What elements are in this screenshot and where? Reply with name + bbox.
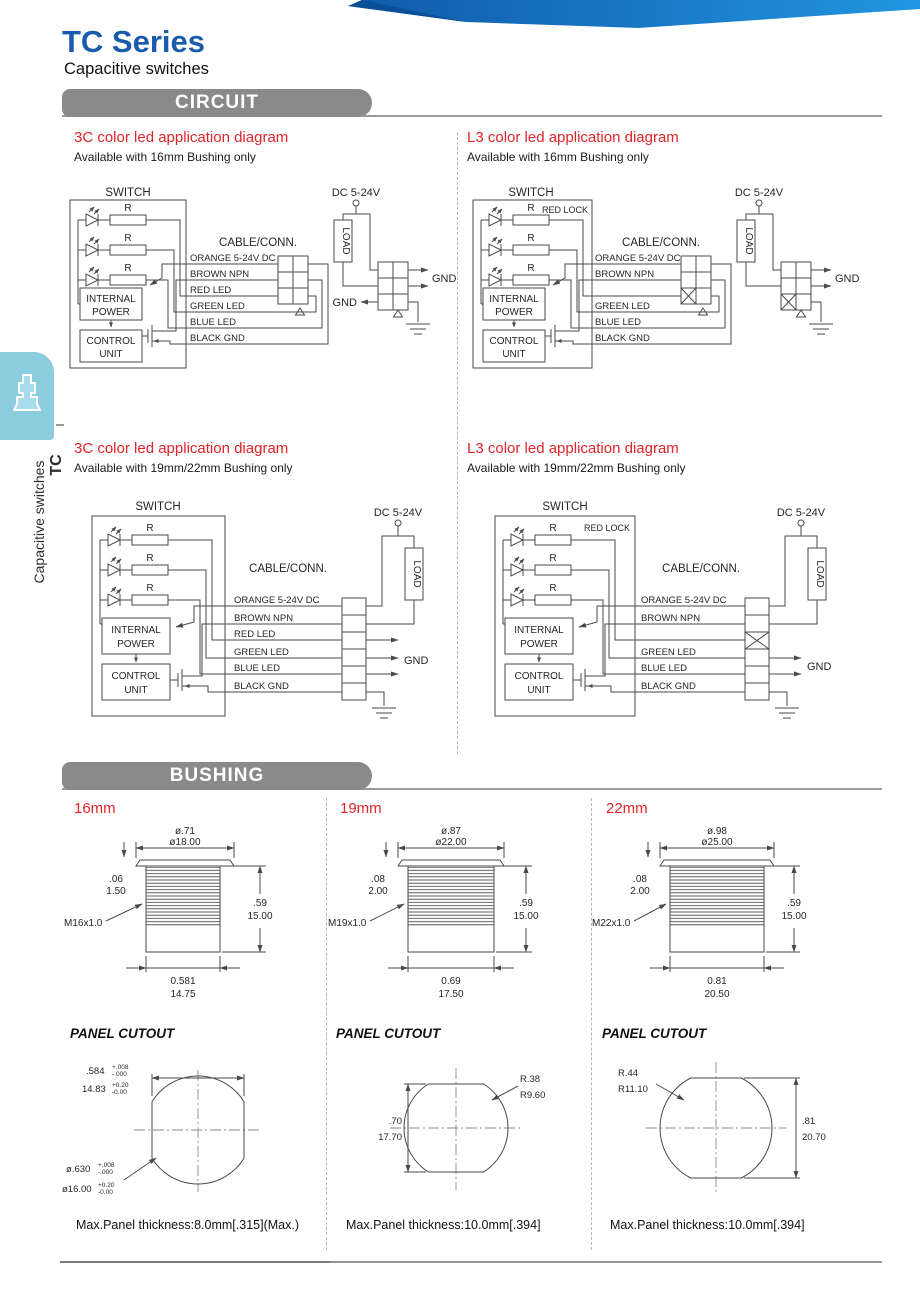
diagram-1-title: 3C color led application diagram bbox=[74, 129, 289, 146]
diagram-3-subtitle: Available with 19mm/22mm Bushing only bbox=[74, 461, 293, 475]
internal-power-label: POWER bbox=[520, 639, 558, 650]
resistor-label: R bbox=[146, 523, 154, 534]
page-title: TC Series bbox=[62, 24, 206, 59]
bushing-drawing-16mm bbox=[60, 824, 310, 1002]
panel-cutout-22mm bbox=[592, 1042, 842, 1212]
cut-width-mm: 14.83 bbox=[82, 1084, 106, 1095]
wire-green-label: GREEN LED bbox=[234, 647, 289, 658]
wire-black-label: BLACK GND bbox=[641, 681, 696, 692]
bushing-section-tab: BUSHING bbox=[62, 762, 372, 790]
circuit-diagram-3c-16mm bbox=[62, 168, 457, 433]
load-label: LOAD bbox=[743, 227, 754, 255]
dim-bottom-inch: 0.581 bbox=[170, 976, 196, 987]
banner-graphic bbox=[348, 0, 920, 30]
wire-red-label: RED LED bbox=[190, 285, 232, 296]
terminal-strip bbox=[745, 598, 769, 700]
control-unit-label: UNIT bbox=[99, 349, 123, 360]
wire-orange-label: ORANGE 5-24V DC bbox=[234, 595, 320, 606]
load-label: LOAD bbox=[340, 227, 351, 255]
wire-green-label: GREEN LED bbox=[595, 301, 650, 312]
dim-cap-mm: 2.00 bbox=[630, 886, 650, 897]
cut-radius-mm: R11.10 bbox=[618, 1084, 648, 1095]
connector-block bbox=[278, 256, 308, 315]
cut-width-inch: .584 bbox=[86, 1066, 105, 1077]
dim-height-mm: 15.00 bbox=[513, 911, 539, 922]
cut-dia-mm: ø16.00 bbox=[62, 1184, 92, 1195]
dim-bottom-mm: 20.50 bbox=[704, 989, 730, 1000]
red-lock-label: RED LOCK bbox=[583, 523, 630, 533]
cut-height-inch: .81 bbox=[802, 1116, 816, 1127]
cut-radius-inch: R.44 bbox=[618, 1068, 639, 1079]
dim-bottom-inch: 0.69 bbox=[441, 976, 461, 987]
thread-spec: M19x1.0 bbox=[328, 918, 367, 929]
circuit-diagram-l3-16mm bbox=[465, 168, 860, 433]
side-series-label: Capacitive switches bbox=[31, 460, 47, 584]
dim-bottom-mm: 17.50 bbox=[438, 989, 464, 1000]
dim-top-mm: ø25.00 bbox=[701, 837, 733, 848]
internal-power-label: INTERNAL bbox=[514, 625, 564, 636]
control-unit-label: CONTROL bbox=[514, 671, 564, 682]
cable-conn-label: CABLE/CONN. bbox=[219, 237, 297, 249]
dim-height-mm: 15.00 bbox=[247, 911, 273, 922]
resistor-label: R bbox=[124, 263, 132, 274]
diagram-4-title: L3 color led application diagram bbox=[467, 440, 679, 457]
wire-blue-label: BLUE LED bbox=[595, 317, 641, 328]
dc-label: DC 5-24V bbox=[331, 187, 381, 199]
dim-height-inch: .59 bbox=[519, 898, 533, 909]
dim-height-mm: 15.00 bbox=[781, 911, 807, 922]
control-unit-label: UNIT bbox=[502, 349, 526, 360]
cut-width-inch-tol-plus: +.008 bbox=[112, 1064, 129, 1071]
dim-cap-inch: .08 bbox=[633, 874, 647, 885]
wire-black-label: BLACK GND bbox=[190, 333, 245, 344]
max-thickness-19: Max.Panel thickness:10.0mm[.394] bbox=[346, 1218, 541, 1232]
switch-label: SWITCH bbox=[508, 187, 554, 199]
bushing-body bbox=[398, 860, 504, 952]
gnd-label: GND bbox=[835, 273, 860, 285]
wire-brown-label: BROWN NPN bbox=[234, 613, 294, 624]
bushing-19mm-label: 19mm bbox=[340, 800, 382, 817]
switch-block bbox=[495, 516, 635, 716]
dim-top-inch: ø.71 bbox=[174, 826, 196, 837]
load-label: LOAD bbox=[411, 560, 422, 588]
diagram-1-subtitle: Available with 16mm Bushing only bbox=[74, 150, 256, 164]
cut-width-mm-tol-minus: -0.00 bbox=[112, 1089, 127, 1096]
wire-brown-label: BROWN NPN bbox=[595, 269, 655, 280]
dc-label: DC 5-24V bbox=[776, 507, 826, 519]
gnd-label: GND bbox=[332, 297, 357, 309]
dim-top-inch: ø.87 bbox=[440, 826, 462, 837]
wire-blue-label: BLUE LED bbox=[234, 663, 280, 674]
bushing-22mm-label: 22mm bbox=[606, 800, 648, 817]
resistor-label: R bbox=[549, 523, 557, 534]
cut-height-mm: 17.70 bbox=[378, 1132, 402, 1143]
control-unit-label: UNIT bbox=[124, 685, 148, 696]
resistor-label: R bbox=[124, 233, 132, 244]
resistor-label: R bbox=[146, 553, 154, 564]
resistor-label: R bbox=[527, 203, 535, 214]
connector-block bbox=[681, 256, 711, 315]
switch-label: SWITCH bbox=[542, 501, 588, 513]
circuit-section-tab: CIRCUIT bbox=[62, 89, 372, 117]
internal-power-label: POWER bbox=[495, 307, 533, 318]
cut-width-mm-tol-plus: +0.20 bbox=[112, 1082, 129, 1089]
gnd-label: GND bbox=[404, 655, 429, 667]
internal-power-label: INTERNAL bbox=[111, 625, 161, 636]
cut-dia-inch-tol-minus: -.000 bbox=[98, 1169, 113, 1176]
wire-green-label: GREEN LED bbox=[641, 647, 696, 658]
control-unit-label: CONTROL bbox=[111, 671, 161, 682]
dim-cap-mm: 2.00 bbox=[368, 886, 388, 897]
power-load-circuit bbox=[737, 200, 833, 334]
internal-power-label: POWER bbox=[92, 307, 130, 318]
power-load-circuit bbox=[334, 200, 430, 334]
bushing-drawing-22mm bbox=[592, 824, 842, 1002]
dim-height-inch: .59 bbox=[787, 898, 801, 909]
resistor-label: R bbox=[549, 553, 557, 564]
power-load-circuit bbox=[769, 520, 826, 718]
dim-top-mm: ø18.00 bbox=[169, 837, 201, 848]
footer-line bbox=[330, 1261, 882, 1263]
cut-width-inch-tol-minus: -.000 bbox=[112, 1071, 127, 1078]
dim-height-inch: .59 bbox=[253, 898, 267, 909]
diagram-4-subtitle: Available with 19mm/22mm Bushing only bbox=[467, 461, 686, 475]
resistor-label: R bbox=[549, 583, 557, 594]
wire-brown-label: BROWN NPN bbox=[641, 613, 701, 624]
wire-black-label: BLACK GND bbox=[234, 681, 289, 692]
cut-radius-mm: R9.60 bbox=[520, 1090, 546, 1101]
load-label: LOAD bbox=[814, 560, 825, 588]
diagram-3-title: 3C color led application diagram bbox=[74, 440, 289, 457]
thread-spec: M16x1.0 bbox=[64, 918, 103, 929]
gnd-label: GND bbox=[432, 273, 457, 285]
dim-cap-inch: .08 bbox=[371, 874, 385, 885]
switch-label: SWITCH bbox=[105, 187, 151, 199]
max-thickness-22: Max.Panel thickness:10.0mm[.394] bbox=[610, 1218, 805, 1232]
switch-icon bbox=[10, 372, 44, 416]
diagram-2-title: L3 color led application diagram bbox=[467, 129, 679, 146]
cut-dia-inch-tol-plus: +.008 bbox=[98, 1162, 115, 1169]
panel-cutout-19mm bbox=[326, 1042, 576, 1212]
bushing-drawing-19mm bbox=[326, 824, 576, 1002]
cut-dia-inch: ø.630 bbox=[66, 1164, 91, 1175]
side-series-code: TC bbox=[48, 454, 65, 476]
wire-black-label: BLACK GND bbox=[595, 333, 650, 344]
thread-spec: M22x1.0 bbox=[592, 918, 631, 929]
wire-green-label: GREEN LED bbox=[190, 301, 245, 312]
gnd-label: GND bbox=[807, 661, 832, 673]
red-lock-label: RED LOCK bbox=[541, 205, 588, 215]
panel-cutout-title-19: PANEL CUTOUT bbox=[336, 1026, 441, 1041]
dc-label: DC 5-24V bbox=[734, 187, 784, 199]
dimension-lines bbox=[124, 1074, 244, 1180]
panel-cutout-16mm bbox=[60, 1042, 310, 1212]
wire-blue-label: BLUE LED bbox=[190, 317, 236, 328]
switch-label: SWITCH bbox=[135, 501, 181, 513]
control-unit-label: UNIT bbox=[527, 685, 551, 696]
cable-conn-label: CABLE/CONN. bbox=[622, 237, 700, 249]
wire-red-label: RED LED bbox=[234, 629, 276, 640]
wire-orange-label: ORANGE 5-24V DC bbox=[190, 253, 276, 264]
resistor-label: R bbox=[124, 203, 132, 214]
control-unit-label: CONTROL bbox=[489, 336, 539, 347]
cut-height-mm: 20.70 bbox=[802, 1132, 826, 1143]
wire-orange-label: ORANGE 5-24V DC bbox=[595, 253, 681, 264]
control-unit-label: CONTROL bbox=[86, 336, 136, 347]
dim-cap-inch: .06 bbox=[109, 874, 123, 885]
resistor-label: R bbox=[146, 583, 154, 594]
power-load-circuit bbox=[366, 520, 423, 718]
cable-conn-label: CABLE/CONN. bbox=[249, 563, 327, 575]
max-thickness-16: Max.Panel thickness:8.0mm[.315](Max.) bbox=[76, 1218, 299, 1232]
cut-dia-mm-tol-minus: -0.00 bbox=[98, 1189, 113, 1196]
resistor-label: R bbox=[527, 233, 535, 244]
footer-line bbox=[60, 1261, 330, 1263]
cut-radius-inch: R.38 bbox=[520, 1074, 541, 1085]
wire-brown-label: BROWN NPN bbox=[190, 269, 250, 280]
internal-power-label: POWER bbox=[117, 639, 155, 650]
internal-power-label: INTERNAL bbox=[86, 294, 136, 305]
internal-power-label: INTERNAL bbox=[489, 294, 539, 305]
terminal-strip bbox=[342, 598, 366, 700]
side-tab bbox=[0, 352, 54, 440]
wire-orange-label: ORANGE 5-24V DC bbox=[641, 595, 727, 606]
page-subtitle: Capacitive switches bbox=[64, 60, 209, 78]
cut-height-inch: .70 bbox=[388, 1116, 402, 1127]
dim-cap-mm: 1.50 bbox=[106, 886, 126, 897]
dim-top-mm: ø22.00 bbox=[435, 837, 467, 848]
panel-cutout-title-22: PANEL CUTOUT bbox=[602, 1026, 707, 1041]
cut-dia-mm-tol-plus: +0.20 bbox=[98, 1182, 115, 1189]
bushing-16mm-label: 16mm bbox=[74, 800, 116, 817]
diagram-2-subtitle: Available with 16mm Bushing only bbox=[467, 150, 649, 164]
dim-bottom-inch: 0.81 bbox=[707, 976, 727, 987]
bushing-body bbox=[660, 860, 774, 952]
cable-conn-label: CABLE/CONN. bbox=[662, 563, 740, 575]
bushing-body bbox=[136, 860, 234, 952]
dim-bottom-mm: 14.75 bbox=[170, 989, 196, 1000]
circuit-diagram-l3-19-22mm bbox=[465, 478, 895, 763]
resistor-label: R bbox=[527, 263, 535, 274]
panel-cutout-title-16: PANEL CUTOUT bbox=[70, 1026, 175, 1041]
circuit-diagram-3c-19-22mm bbox=[62, 478, 482, 763]
dim-top-inch: ø.98 bbox=[706, 826, 728, 837]
wire-blue-label: BLUE LED bbox=[641, 663, 687, 674]
dc-label: DC 5-24V bbox=[373, 507, 423, 519]
